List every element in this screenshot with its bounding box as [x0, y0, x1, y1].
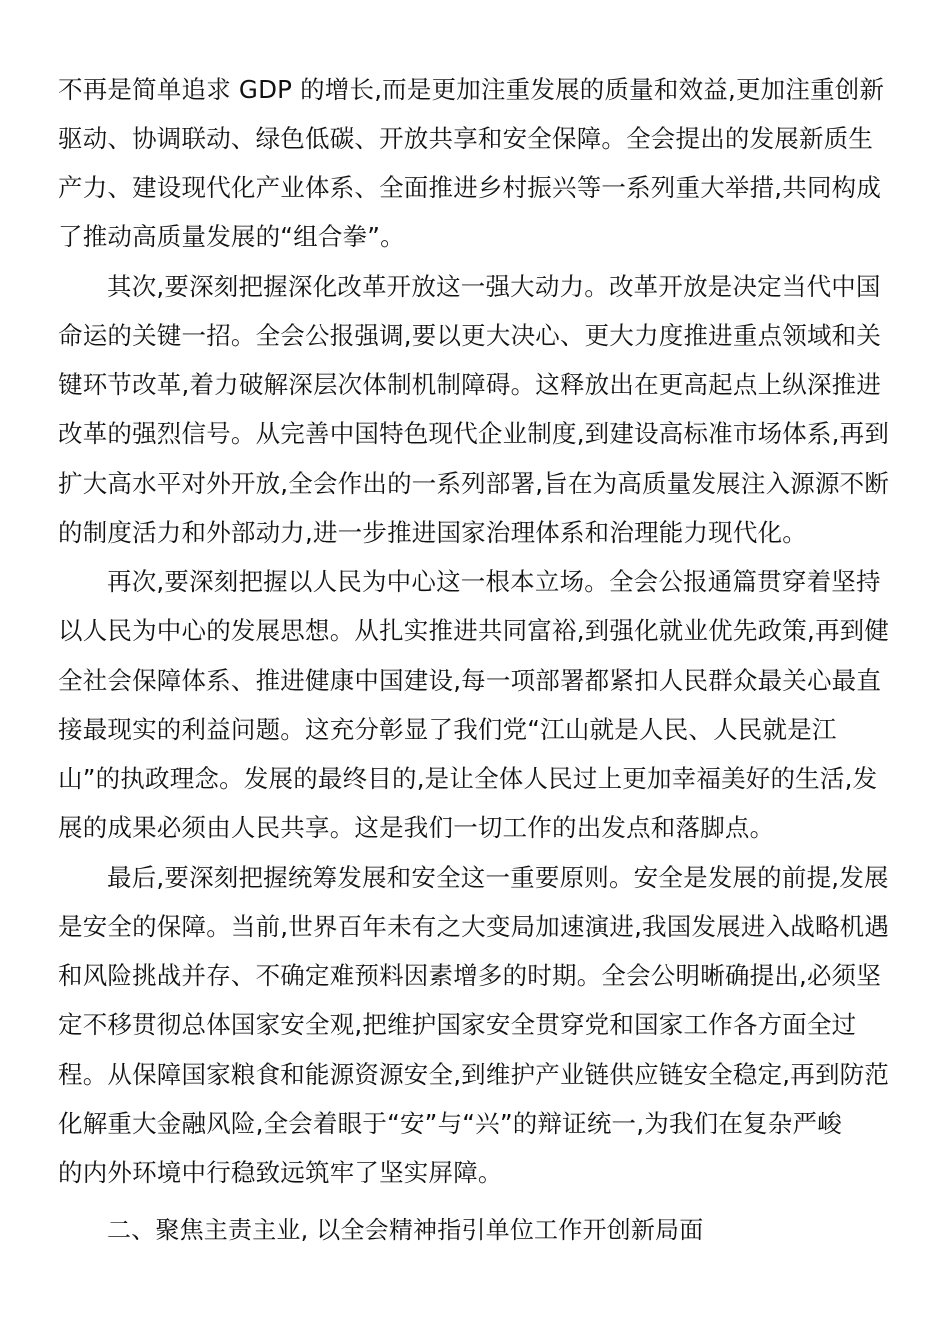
paragraph-line: 再次,要深刻把握以人民为中心这一根本立场。全会公报通篇贯穿着坚持 — [107, 567, 881, 596]
paragraph-line: 的内外环境中行稳致远筑牢了坚实屏障。 — [58, 1158, 503, 1187]
paragraph-line: 和风险挑战并存、不确定难预料因素增多的时期。全会公明晰确提出,必须坚 — [58, 961, 882, 990]
paragraph-line: 命运的关键一招。全会公报强调,要以更大决心、更大力度推进重点领域和关 — [58, 321, 882, 350]
paragraph-line: 产力、建设现代化产业体系、全面推进乡村振兴等一系列重大举措,共同构成 — [58, 173, 882, 202]
paragraph-line: 定不移贯彻总体国家安全观,把维护国家安全贯穿党和国家工作各方面全过 — [58, 1010, 857, 1039]
paragraph-line: 扩大高水平对外开放,全会作出的一系列部署,旨在为高质量发展注入源源不断 — [58, 469, 890, 498]
paragraph-line: 山”的执政理念。发展的最终目的,是让全体人民过上更加幸福美好的生活,发 — [58, 764, 878, 793]
paragraph-line: 全社会保障体系、推进健康中国建设,每一项部署都紧扣人民群众最关心最直 — [58, 666, 882, 695]
paragraph-line: 的制度活力和外部动力,进一步推进国家治理体系和治理能力现代化。 — [58, 518, 807, 547]
paragraph-line: 接最现实的利益问题。这充分彰显了我们党“江山就是人民、人民就是江 — [58, 715, 837, 744]
paragraph-line: 最后,要深刻把握统筹发展和安全这一重要原则。安全是发展的前提,发展 — [107, 863, 889, 892]
paragraph-line: 键环节改革,着力破解深层次体制机制障碍。这释放出在更高起点上纵深推进 — [58, 370, 882, 399]
paragraph-line: 改革的强烈信号。从完善中国特色现代企业制度,到建设高标准市场体系,再到 — [58, 419, 890, 448]
paragraph-line: 不再是简单追求 GDP 的增长,而是更加注重发展的质量和效益,更加注重创新 — [58, 75, 885, 104]
paragraph-line: 其次,要深刻把握深化改革开放这一强大动力。改革开放是决定当代中国 — [107, 272, 881, 301]
paragraph-line: 以人民为中心的发展思想。从扎实推进共同富裕,到强化就业优先政策,再到健 — [58, 616, 890, 645]
paragraph-line: 化解重大金融风险,全会着眼于“安”与“兴”的辩证统一,为我们在复杂严峻 — [58, 1109, 842, 1138]
paragraph-line: 了推动高质量发展的“组合拳”。 — [58, 222, 405, 251]
paragraph-line: 程。从保障国家粮食和能源资源安全,到维护产业链供应链安全稳定,再到防范 — [58, 1060, 890, 1089]
section-heading: 二、聚焦主责主业, 以全会精神指引单位工作开创新局面 — [107, 1216, 704, 1244]
paragraph-line: 展的成果必须由人民共享。这是我们一切工作的出发点和落脚点。 — [58, 813, 775, 842]
paragraph-line: 是安全的保障。当前,世界百年未有之大变局加速演进,我国发展进入战略机遇 — [58, 912, 890, 941]
paragraph-line: 驱动、协调联动、绿色低碳、开放共享和安全保障。全会提出的发展新质生 — [58, 124, 874, 153]
